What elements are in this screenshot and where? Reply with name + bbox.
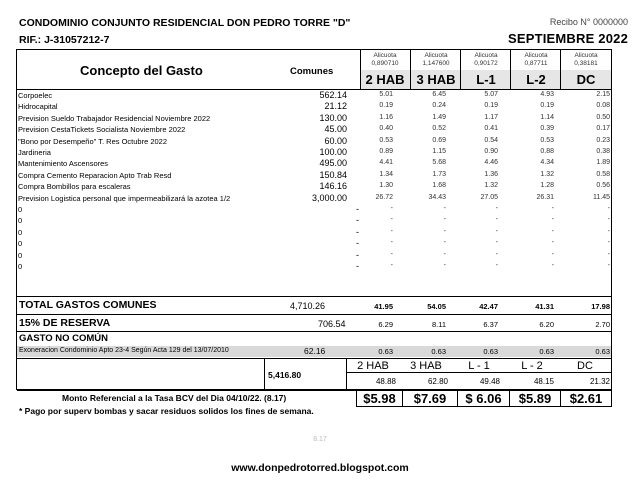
- usd-l2: $5.89: [518, 391, 552, 406]
- expense-label: Prevision Logistica personal que impermeabilizará la azotea 1/2: [18, 193, 231, 203]
- col-divider: [510, 50, 511, 90]
- unit-dc: DC: [576, 72, 596, 87]
- expense-share: 1.49: [432, 113, 446, 121]
- expense-share: 1.89: [596, 159, 610, 167]
- expense-share: -: [443, 216, 446, 224]
- expense-share: -: [443, 250, 446, 258]
- reserve-2hab: 6.29: [378, 320, 393, 329]
- expense-share: 0.53: [540, 136, 554, 144]
- expense-share: -: [390, 216, 393, 224]
- expense-share: -: [607, 250, 610, 258]
- aliquota-l1: 0,90172: [474, 60, 498, 67]
- billing-month: SEPTIEMBRE 2022: [507, 31, 628, 46]
- reserve-rule: [17, 314, 611, 315]
- rif-number: RIF.: J-31057212-7: [19, 34, 110, 46]
- expense-label: Jardineria: [18, 148, 51, 157]
- expense-row: [17, 125, 611, 136]
- expense-row: [17, 194, 611, 205]
- summary-divider: [264, 358, 265, 390]
- expense-share: 1.15: [432, 148, 446, 155]
- expense-comunes: 21.12: [324, 101, 347, 112]
- expense-share: 5.07: [484, 91, 498, 98]
- expense-share: -: [495, 227, 498, 235]
- expense-comunes: -: [356, 238, 359, 249]
- expense-share: 1.36: [484, 170, 498, 178]
- expense-share: 4.34: [540, 159, 554, 167]
- expense-row: [17, 205, 611, 216]
- no-comun-item: Exoneracion Condominio Apto 23-4 Según Acta 129 del 13/07/2010: [19, 347, 229, 354]
- summary-total-l2: 48.15: [533, 377, 554, 386]
- expense-share: -: [495, 205, 498, 212]
- expense-label: 0: [18, 250, 23, 260]
- expense-share: 0.52: [432, 125, 446, 133]
- condo-title: CONDOMINIO CONJUNTO RESIDENCIAL DON PEDRO TORRE "D": [19, 17, 351, 29]
- col-divider: [410, 50, 411, 90]
- expense-share: 26.72: [375, 193, 393, 201]
- expense-share: 27.05: [480, 193, 498, 201]
- expense-label: Hidrocapital: [18, 102, 58, 112]
- aliquota-dc: 0,38181: [574, 60, 598, 67]
- expense-share: 34.43: [428, 193, 446, 201]
- expense-share: 1.16: [379, 113, 393, 121]
- expense-share: 0.54: [484, 136, 498, 144]
- expense-row: [17, 239, 611, 250]
- expense-share: 6.45: [432, 91, 446, 98]
- expense-share: -: [551, 239, 554, 247]
- expense-share: -: [551, 250, 554, 258]
- expense-share: 0.41: [484, 125, 498, 133]
- expense-share: 0.08: [596, 102, 610, 110]
- footnote: * Pago por superv bombas y sacar residuos solidos los fines de semana.: [19, 406, 314, 416]
- unit-2hab: 2 HAB: [365, 72, 405, 87]
- footer-website: www.donpedrotorred.blogspot.com: [231, 462, 409, 474]
- expense-share: 0.19: [484, 102, 498, 110]
- expense-share: 0.53: [379, 136, 393, 144]
- expense-row: [17, 182, 611, 193]
- expense-share: -: [390, 262, 393, 269]
- expense-comunes: 150.84: [319, 169, 347, 180]
- expense-share: -: [607, 216, 610, 224]
- summary-unit-dc: DC: [577, 360, 593, 372]
- page-number: 8.17: [313, 436, 327, 443]
- expense-share: -: [551, 262, 554, 269]
- expense-share: 0.23: [596, 136, 610, 144]
- expense-label: Prevision CestaTickets Socialista Noviembre 2022: [18, 125, 186, 135]
- col-divider: [460, 50, 461, 90]
- expense-share: -: [390, 205, 393, 212]
- expense-share: 1.28: [540, 182, 554, 190]
- expense-share: 1.68: [432, 182, 446, 190]
- summary-unit-2hab: 2 HAB: [357, 360, 389, 372]
- unit-3hab: 3 HAB: [416, 72, 456, 87]
- no-comun-l2: 0.63: [539, 347, 554, 356]
- expense-share: 0.90: [484, 148, 498, 155]
- reserve-label: 15% DE RESERVA: [19, 317, 111, 329]
- expense-share: 0.38: [596, 148, 610, 155]
- expense-share: -: [443, 262, 446, 269]
- expense-row: [17, 251, 611, 262]
- expense-label: 0: [18, 227, 23, 237]
- expense-share: -: [495, 250, 498, 258]
- aliquota-label-3hab: Alicuota: [424, 52, 448, 59]
- expense-share: 1.73: [432, 170, 446, 178]
- total-comunes-value: 4,710.26: [290, 301, 326, 311]
- reserve-value: 706.54: [318, 319, 346, 329]
- expense-share: 0.39: [540, 125, 554, 133]
- expense-share: 4.41: [379, 159, 393, 167]
- expense-share: 1.17: [484, 113, 498, 121]
- expense-share: 11.45: [593, 193, 610, 201]
- expense-comunes: 3,000.00: [311, 192, 347, 203]
- expense-comunes: -: [356, 261, 359, 271]
- expense-label: Prevision Sueldo Trabajador Residencial Noviembre 2022: [18, 113, 211, 123]
- expense-comunes: 146.16: [319, 181, 347, 192]
- total-2hab: 41.95: [374, 302, 393, 311]
- usd-l1: $ 6.06: [465, 391, 502, 406]
- expense-comunes: -: [356, 204, 359, 214]
- expense-label: 0: [18, 239, 23, 249]
- expense-share: 2.15: [596, 91, 610, 98]
- expense-share: 0.69: [432, 136, 446, 144]
- expense-share: -: [607, 239, 610, 247]
- unit-l2: L-2: [526, 72, 546, 87]
- expense-comunes: -: [356, 226, 359, 237]
- summary-total-dc: 21.32: [589, 377, 610, 386]
- no-comun-2hab: 0.63: [378, 347, 393, 356]
- reference-rate-label: Monto Referencial a la Tasa BCV del Dia 04/10/22. (8.17): [62, 393, 287, 403]
- summary-total-2hab: 48.88: [375, 377, 396, 386]
- expense-label: Compra Cemento Reparacion Apto Trab Resd: [18, 170, 172, 180]
- totals-rule: [17, 296, 611, 297]
- grand-total: 5,416.80: [268, 370, 302, 380]
- expense-share: 5.01: [379, 91, 393, 98]
- expense-share: -: [607, 227, 610, 235]
- expense-share: -: [390, 227, 393, 235]
- expense-comunes: 130.00: [319, 112, 347, 123]
- col-divider: [560, 50, 561, 90]
- unit-l1: L-1: [476, 72, 496, 87]
- expense-share: 0.19: [379, 102, 393, 110]
- reserve-l1: 6.37: [483, 320, 498, 329]
- expense-comunes: 100.00: [319, 147, 347, 157]
- expense-row: [17, 148, 611, 159]
- expense-row: [17, 159, 611, 170]
- total-l1: 42.47: [479, 302, 498, 311]
- expense-label: 0: [18, 262, 23, 271]
- expense-share: -: [551, 216, 554, 224]
- expense-row: [17, 171, 611, 182]
- expense-row: [17, 114, 611, 125]
- reserve-dc: 2.70: [595, 320, 610, 329]
- expense-comunes: -: [356, 215, 359, 226]
- expense-row: [17, 137, 611, 148]
- expense-share: 0.56: [596, 182, 610, 190]
- expense-share: -: [607, 262, 610, 269]
- no-comun-rule: [17, 331, 611, 332]
- expense-share: -: [495, 262, 498, 269]
- aliquota-2hab: 0,890710: [371, 60, 399, 67]
- usd-2hab: $5.98: [363, 391, 396, 406]
- expense-row: [17, 216, 611, 227]
- summary-total-l1: 49.48: [479, 377, 500, 386]
- expense-share: 0.89: [379, 148, 393, 155]
- reserve-3hab: 8.11: [431, 320, 446, 329]
- aliquota-label-dc: Alicuota: [574, 52, 598, 59]
- expense-share: -: [390, 250, 393, 258]
- expense-row: [17, 262, 611, 273]
- no-comun-dc: 0.63: [595, 347, 610, 356]
- expense-share: -: [551, 205, 554, 212]
- aliquota-label-2hab: Alicuota: [373, 52, 397, 59]
- receipt-number: Recibo N° 0000000: [549, 17, 628, 27]
- total-dc: 17.98: [591, 302, 610, 311]
- summary-unit-3hab: 3 HAB: [410, 360, 442, 372]
- expense-share: 1.34: [379, 170, 393, 178]
- expense-share: -: [551, 227, 554, 235]
- expense-share: 4.93: [540, 91, 554, 98]
- expense-label: 0: [18, 205, 23, 214]
- summary-rule: [17, 358, 611, 359]
- aliquota-3hab: 1,147600: [422, 60, 450, 67]
- aliquota-label-l1: Alicuota: [474, 52, 498, 59]
- summary-unit-l1: L - 1: [468, 360, 490, 372]
- expense-row: [17, 102, 611, 113]
- total-l2: 41.31: [535, 302, 554, 311]
- expense-label: Corpoelec: [18, 91, 53, 100]
- summary-total-3hab: 62.80: [427, 377, 448, 386]
- no-comun-3hab: 0.63: [431, 347, 446, 356]
- expense-share: 0.50: [596, 113, 610, 121]
- expense-label: Compra Bombillos para escaleras: [18, 182, 131, 192]
- reserve-l2: 6.20: [539, 320, 554, 329]
- total-3hab: 54.05: [427, 302, 446, 311]
- usd-dc: $2.61: [569, 391, 603, 406]
- concept-header: Concepto del Gasto: [80, 63, 203, 78]
- expense-comunes: 60.00: [324, 135, 347, 146]
- expense-share: 1.32: [540, 170, 554, 178]
- no-comun-l1: 0.63: [483, 347, 498, 356]
- expense-share: 0.17: [596, 125, 610, 133]
- expense-share: 0.88: [540, 148, 554, 155]
- expense-share: 5.68: [432, 159, 446, 167]
- expense-comunes: 562.14: [319, 90, 347, 100]
- expense-share: -: [390, 239, 393, 247]
- expense-share: 1.14: [540, 113, 554, 121]
- no-comun-label: GASTO NO COMÚN: [19, 333, 109, 344]
- col-divider: [360, 50, 361, 90]
- usd-3hab: $7.69: [413, 391, 447, 406]
- expense-share: 0.40: [379, 125, 393, 133]
- expense-label: "Bono por Desempeño" T. Res Octubre 2022: [18, 136, 168, 146]
- expense-share: -: [495, 216, 498, 224]
- expense-share: 0.58: [596, 170, 610, 178]
- summary-unit-l2: L - 2: [521, 360, 543, 372]
- expense-share: 26.31: [536, 193, 554, 201]
- no-comun-value: 62.16: [304, 346, 326, 356]
- expense-share: 1.30: [379, 182, 393, 190]
- summary-row-rule: [346, 372, 611, 373]
- expense-share: -: [443, 239, 446, 247]
- expense-share: 0.24: [432, 102, 446, 110]
- expense-share: 4.46: [484, 159, 498, 167]
- aliquota-label-l2: Alicuota: [524, 52, 548, 59]
- usd-divider: [611, 390, 612, 407]
- expense-comunes: 495.00: [319, 158, 347, 169]
- expense-share: -: [443, 227, 446, 235]
- comunes-header: Comunes: [290, 66, 334, 77]
- total-comunes-label: TOTAL GASTOS COMUNES: [19, 299, 157, 311]
- expense-share: 0.19: [540, 102, 554, 110]
- expense-row: [17, 228, 611, 239]
- expense-share: 1.32: [484, 182, 498, 190]
- expense-label: Mantenimiento Ascensores: [18, 159, 109, 169]
- usd-bottom-rule: [356, 406, 612, 407]
- expense-share: -: [495, 239, 498, 247]
- expense-share: -: [607, 205, 610, 212]
- expense-row: [17, 91, 611, 102]
- aliquota-l2: 0,87711: [524, 60, 548, 67]
- expense-comunes: -: [356, 249, 359, 260]
- expense-label: 0: [18, 216, 23, 226]
- expense-share: -: [443, 205, 446, 212]
- expense-comunes: 45.00: [324, 124, 347, 135]
